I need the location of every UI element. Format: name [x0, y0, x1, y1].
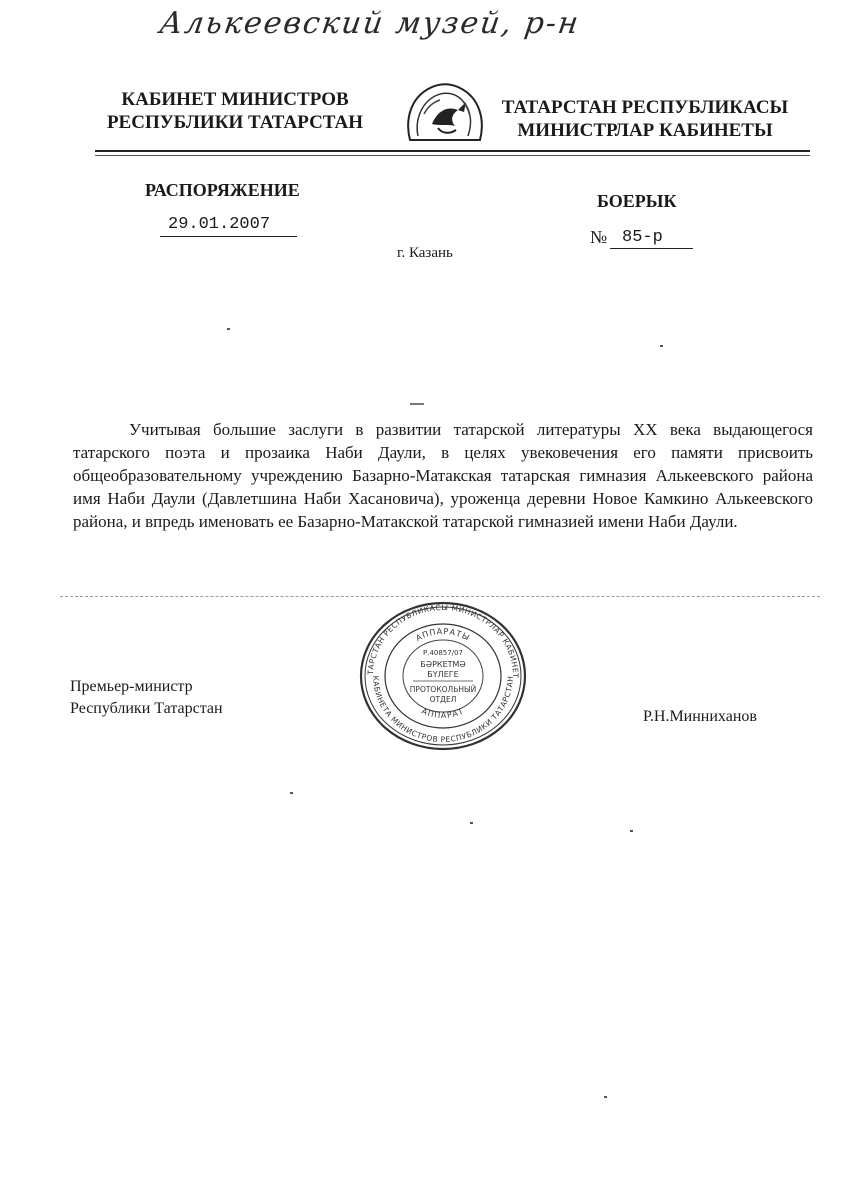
stamp-outer-top: ТАРСТАН РЕСПУБЛИКАСЫ МИНИСТРЛАР КАБИНЕТ [365, 602, 521, 679]
header-right [490, 96, 800, 142]
svg-text:АППАРАТ [420, 706, 465, 720]
doc-date: 29.01.2007 [168, 215, 271, 234]
doc-type-russian: РАСПОРЯЖЕНИЕ [145, 180, 300, 200]
scan-speck [227, 328, 230, 330]
order-body-text: Учитывая большие заслуги в развитии татарской литературы XX века выдающегося татарского поэта и прозаика Наби Даули, в целях увековечения его памяти присвоить общеобразовательному учреждению Базарно-Матакская татарская гимназия Алькеевского района имя Наби Даули (Давлетшина Наби Хасановича), уроженца деревни Новое Камкино Алькеевского района, и впредь именовать ее Базарно-Матакской татарской гимназией имени Наби Даули. [73, 420, 813, 531]
header-left-line2: РЕСПУБЛИКИ ТАТАРСТАН [106, 112, 364, 133]
coat-of-arms-icon [400, 80, 490, 148]
header-right-line1: ТАТАРСТАН РЕСПУБЛИКАСЫ [501, 97, 789, 118]
header-left [95, 88, 375, 134]
number-sign: № [590, 227, 608, 247]
official-stamp [358, 600, 528, 752]
scan-divider [60, 596, 820, 597]
scan-speck [410, 403, 424, 405]
stamp-center-line1: БӘРКЕТМӘ [420, 660, 466, 669]
stamp-center-line4: ОТДЕЛ [429, 695, 457, 704]
signer-title-line2: Республики Татарстан [70, 700, 223, 717]
scan-speck [660, 345, 663, 347]
doc-city: г. Казань [397, 245, 453, 261]
stamp-seal-icon [358, 600, 528, 752]
header-left-line1: КАБИНЕТ МИНИСТРОВ [121, 89, 349, 110]
signer-name: Р.Н.Минниханов [643, 708, 757, 725]
stamp-center-line3: ПРОТОКОЛЬНЫЙ [409, 685, 477, 694]
stamp-reg-number: Р.40857/07 [423, 649, 463, 657]
scan-speck [470, 822, 473, 824]
svg-text:АППАРАТЫ [414, 627, 471, 643]
stamp-outer-bottom: КАБИНЕТА МИНИСТРОВ РЕСПУБЛИКИ ТАТАРСТАН [370, 675, 516, 744]
signer-title-line1: Премьер-министр [70, 678, 193, 695]
scan-speck [630, 830, 633, 832]
signer-title [70, 676, 223, 720]
scan-speck [604, 1096, 607, 1098]
header-rule-thin [95, 155, 810, 156]
stamp-inner-top: АППАРАТЫ [414, 626, 472, 643]
doc-number: 85-р [622, 228, 663, 247]
header-rule-thick [95, 150, 810, 152]
handwritten-note: Алькеевский музей, р-н [157, 6, 583, 41]
number-underline [610, 248, 693, 249]
date-underline [160, 236, 297, 237]
stamp-center-line2: БҮЛЕГЕ [427, 670, 459, 679]
header-right-line2: МИНИСТРЛАР КАБИНЕТЫ [517, 120, 773, 141]
scan-speck [290, 792, 293, 794]
doc-type-tatar: БОЕРЫК [597, 191, 677, 211]
stamp-inner-bottom: АППАРАТ [420, 706, 466, 721]
